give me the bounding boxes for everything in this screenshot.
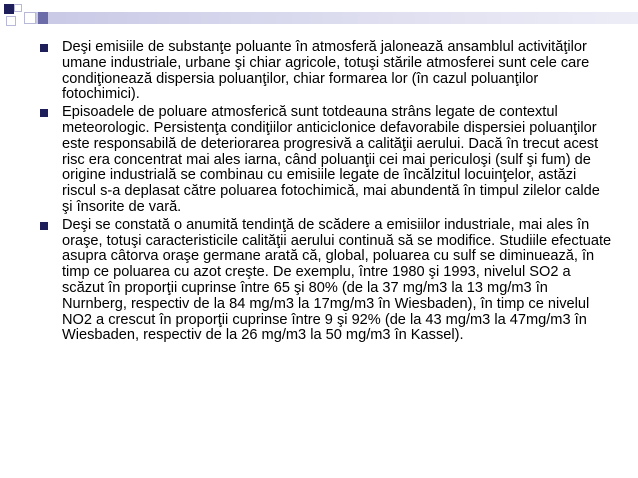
decor-square-dark <box>4 4 14 14</box>
bullet-text: Deşi se constată o anumită tendinţă de scădere a emisiilor industriale, mai ales în oraşe, totuşi caracteristicile calităţii aerului continuă să se modifice. Studiile efectuate asupra câtorva oraşe germane arată că, global, poluarea cu sulf se diminuează, în timp ce poluarea cu azot creşte. De exemplu, între 1980 şi 1993, nivelul SO2 a scăzut în proporţii cuprinse între 65 şi 80% (de la 37 mg/m3 la 13 mg/m3 în Nurnberg, respectiv de la 84 mg/m3 la 17mg/m3 în Wiesbaden), în timp ce nivelul NO2 a crescut în proporţii cuprinse între 9 şi 92% (de la 43 mg/m3 la 47mg/m3 în Wiesbaden, respectiv de la 26 mg/m3 la 50 mg/m3 în Kassel). <box>62 216 612 344</box>
bullet-item <box>34 218 614 344</box>
bullet-list <box>34 40 614 346</box>
square-bullet-icon <box>40 109 48 117</box>
square-bullet-icon <box>40 222 48 230</box>
header-gradient-bar <box>26 12 638 24</box>
decor-square-light <box>14 4 22 12</box>
decor-square-light <box>6 16 16 26</box>
bullet-text: Episoadele de poluare atmosferică sunt totdeauna strâns legate de contextul meteorologic. Persistenţa condiţiilor anticiclonice defavorabile dispersiei poluanţilor este responsabilă de deteriorarea progresivă a calităţii aerului. Dacă în trecut acest risc era concentrat mai ales iarna, când poluanţii cei mai periculoşi (sulf şi fum) de origine industrială se combinau cu emisiile legate de încălzitul locuinţelor, astăzi riscul s-a deplasat către poluarea fotochimică, mai abundentă în timpul zilelor calde şi însorite de vară. <box>62 104 600 215</box>
bullet-text: Deşi emisiile de substanţe poluante în atmosferă jalonează ansamblul activităţilor umane industriale, urbane şi chiar agricole, totuşi stările atmosferei sunt cele care condiţionează dispersia poluanţilor, chiar formarea lor (în cazul poluanţilor fotochimici). <box>62 39 590 103</box>
square-bullet-icon <box>40 44 48 52</box>
decor-square-light <box>24 12 36 24</box>
bullet-item <box>34 40 614 103</box>
bullet-item <box>34 105 614 216</box>
decor-square-mid <box>38 12 48 24</box>
